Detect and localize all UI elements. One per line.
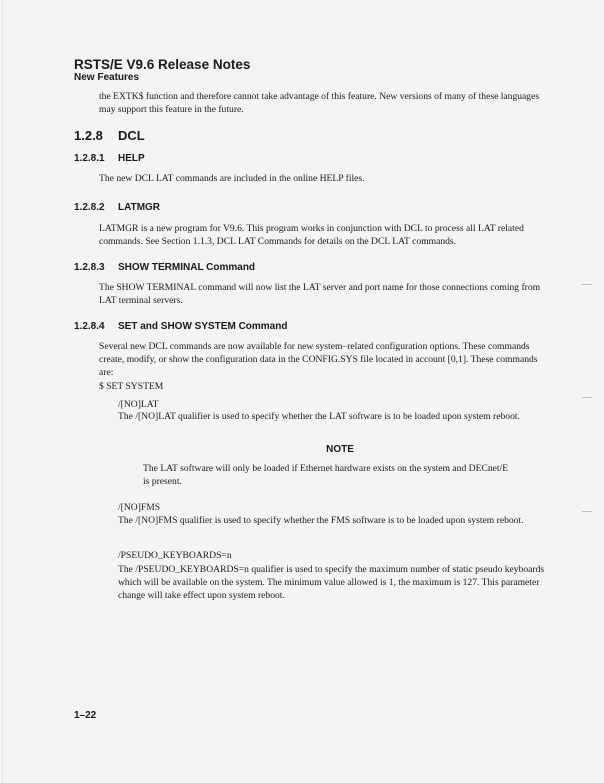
scan-edge	[2, 0, 4, 783]
set-system-command: $ SET SYSTEM	[99, 381, 164, 392]
show-terminal-heading	[74, 262, 255, 273]
show-terminal-number: 1.2.8.3	[74, 262, 105, 273]
help-heading	[74, 153, 145, 164]
latmgr-number: 1.2.8.2	[74, 202, 105, 213]
set-show-number: 1.2.8.4	[74, 321, 105, 332]
section-number: 1.2.8	[74, 128, 103, 143]
intro-paragraph: the EXTK$ function and therefore cannot take advantage of this feature. New versions of many of these languages may support this feature in the future.	[99, 91, 540, 115]
set-show-heading	[74, 321, 287, 332]
qualifier-pseudo-name: /PSEUDO_KEYBOARDS=n	[118, 550, 232, 561]
show-terminal-paragraph: The SHOW TERMINAL command will now list the LAT server and port name for those connections coming from LAT terminal servers.	[99, 282, 541, 306]
help-number: 1.2.8.1	[74, 153, 105, 164]
document-subtitle: New Features	[74, 72, 140, 83]
margin-mark	[582, 397, 592, 398]
latmgr-heading	[74, 202, 160, 213]
latmgr-title: LATMGR	[118, 202, 161, 213]
margin-mark	[582, 284, 592, 285]
section-heading	[74, 128, 145, 143]
qualifier-nolat-name: /[NO]LAT	[118, 399, 159, 410]
latmgr-paragraph: LATMGR is a new program for V9.6. This program works in conjunction with DCL to process all LAT related commands. See Section 1.1.3, DCL LAT Commands for details on the DCL LAT commands.	[99, 223, 524, 247]
section-title: DCL	[118, 128, 145, 143]
show-terminal-title: SHOW TERMINAL Command	[118, 262, 256, 273]
qualifier-pseudo-text: The /PSEUDO_KEYBOARDS=n qualifier is used to specify the maximum number of static pseudo keyboards which will be available on the system. The minimum value allowed is 1, the maximum is 127. This parameter change will take effect upon system reboot.	[118, 564, 545, 601]
note-text: The LAT software will only be loaded if Ethernet hardware exists on the system and DECnet/E is present.	[143, 463, 509, 487]
set-show-title: SET and SHOW SYSTEM Command	[118, 321, 288, 332]
help-title: HELP	[118, 153, 145, 164]
qualifier-nofms-text: The /[NO]FMS qualifier is used to specify whether the FMS software is to be loaded upon system reboot.	[118, 515, 524, 526]
margin-mark	[582, 511, 592, 512]
note-heading: NOTE	[326, 444, 354, 455]
page-number: 1–22	[74, 710, 97, 721]
help-paragraph: The new DCL LAT commands are included in the online HELP files.	[99, 173, 365, 184]
qualifier-nofms-name: /[NO]FMS	[118, 502, 161, 513]
qualifier-nolat-text: The /[NO]LAT qualifier is used to specify whether the LAT software is to be loaded upon system reboot.	[118, 411, 520, 422]
document-title: RSTS/E V9.6 Release Notes	[74, 57, 251, 72]
set-show-paragraph: Several new DCL commands are now available for new system–related configuration options. These commands create, modify, or show the configuration data in the CONFIG.SYS file located in account [0,1]. These commands are:	[99, 341, 538, 378]
